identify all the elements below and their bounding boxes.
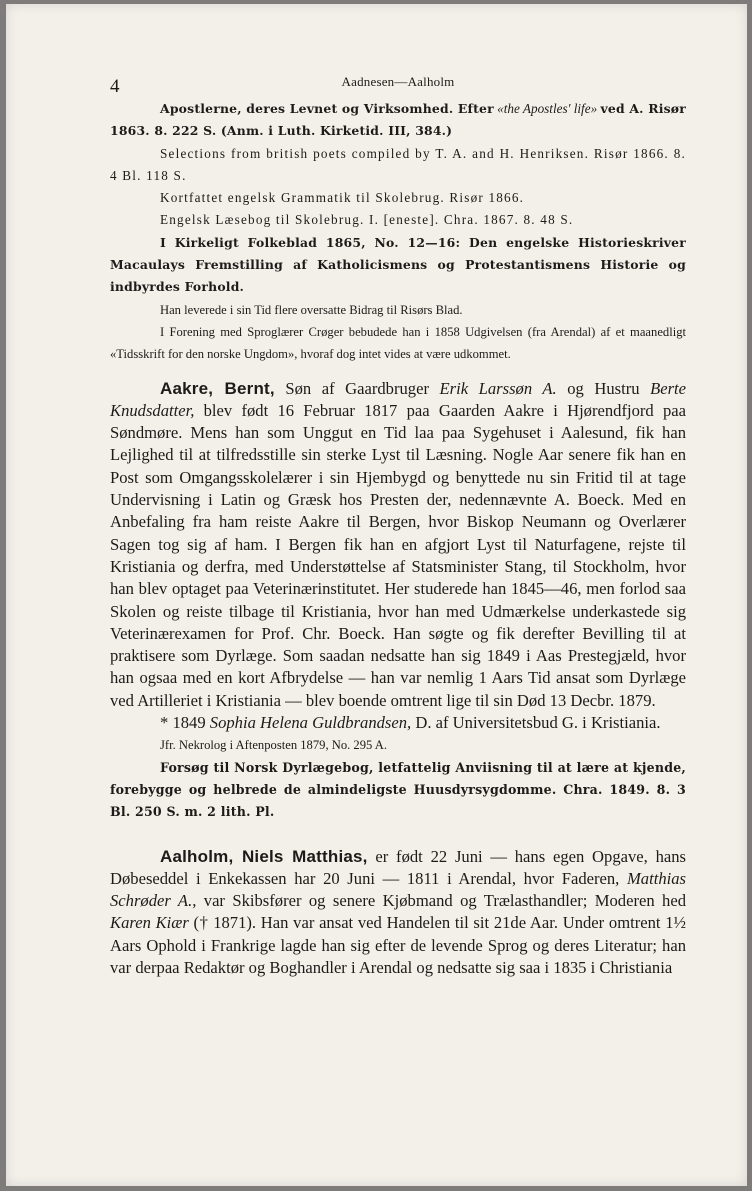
bibliography-laesebog: Engelsk Læsebog til Skolebrug. I. [eneste]. Chra. 1867. 8. 48 S. [160, 212, 574, 228]
entry-aakre-work: Forsøg til Norsk Dyrlægebog, letfattelig Anviisning til at lære at kjende, forebygge og helbrede de almindeligste Huusdyrsygdomme. Chra. 1849. 8. 3 Bl. 250 S. m. 2 lith. Pl. [110, 759, 686, 820]
bibliography-selections: Selections from british poets compiled by T. A. and H. Henriksen. Risør 1866. 8. 4 Bl. 118 S. [110, 145, 686, 183]
note-tidsskrift: I Forening med Sproglærer Crøger bebudede han i 1858 Udgivelsen (fra Arendal) af et maanedligt «Tidsskrift for den norske Ungdom», hvoraf dog intet vides at være udkommet. [110, 324, 686, 362]
entry-aakre-name: Aakre, Bernt, [160, 378, 275, 398]
entry-aalholm-name: Aalholm, Niels Matthias, [160, 846, 368, 866]
book-page [6, 4, 747, 1186]
entry-aakre-reference: Jfr. Nekrolog i Aftenposten 1879, No. 295 A. [160, 738, 388, 753]
entry-aakre-body: Aakre, Bernt, Søn af Gaardbruger Erik Larssøn A. og Hustru Berte Knudsdatter, blev født 16 Februar 1817 paa Gaarden Aakre i Hjørendfjord paa Søndmøre. Mens han som Unggut en Tid laa paa Sygehuset i Aalesund, fik han Lejlighed til at tilfredsstille sin sterke Lyst til Læsning. Nogle Aar senere fik han en Post som Omgangsskolelærer i sin Hjembygd og benyttede nu sin Fritid til at tage Undervisning i Latin og Græsk hos Presten der, nedennævnte A. Boeck. Med en Anbefaling fra ham reiste Aakre til Bergen, hvor Biskop Neumann og Overlærer Sagen tog sig af ham. I Bergen fik han en afgjort Lyst til Naturfagene, rejste til Kristiania og derfra, med Understøttelse af Statsminister Stang, til Stockholm, hvor han blev optaget paa Veterinærinstitutet. Her studerede han 1845—46, men forlod saa Skolen og reiste tilbage til Kristiania, hvor han med Udmærkelse underkastede sig Veterinærexamen for Prof. Chr. Boeck. Han søgte og fik derefter Bevilling til at praktisere som Dyrlæge. Som saadan nedsatte han sig 1849 i Aas Prestegjæld, hvor han ogsaa med en kort Afbrydelse — han var nemlig 1 Aars Tid ansat som Dyrlæge ved Artilleriet i Kristiania — blev boende omtrent lige til sin Død 13 Decbr. 1879. [110, 378, 687, 710]
bibliography-folkeblad: I Kirkeligt Folkeblad 1865, No. 12—16: Den engelske Historieskriver Macaulays Fremstilling af Katholicismens og Protestantismens Historie og indbyrdes Forhold. [110, 234, 686, 295]
entry-aalholm [110, 846, 686, 980]
page-content [110, 70, 686, 979]
bibliography-grammatik: Kortfattet engelsk Grammatik til Skolebrug. Risør 1866. [160, 190, 525, 206]
note-risors-blad: Han leverede i sin Tid flere oversatte Bidrag til Risørs Blad. [160, 302, 463, 317]
page-header [110, 70, 686, 98]
entry-aalholm-body: Aalholm, Niels Matthias, er født 22 Juni — hans egen Opgave, hans Døbeseddel i Enkekassen har 20 Juni — 1811 i Arendal, hvor Faderen, Matthias Schrøder A., var Skibsfører og senere Kjøbmand og Trælasthandler; Moderen hed Karen Kiær († 1871). Han var ansat ved Handelen til sit 21de Aar. Under omtrent 1½ Aars Ophold i Frankrige lagde han sig efter de levende Sprog og deres Literatur; han var derpaa Redaktør og Boghandler i Arendal og nedsatte sig saa i 1835 i Christiania [110, 846, 687, 977]
running-head: Aadnesen—Aalholm [341, 74, 455, 89]
page-number: 4 [110, 76, 120, 97]
entry-aakre [110, 378, 686, 824]
entry-aakre-marriage: * 1849 Sophia Helena Guldbrandsen, D. af Universitetsbud G. i Kristiania. [160, 713, 661, 733]
previous-entry-continuation [110, 98, 686, 366]
bibliography-apostlerne: Apostlerne, deres Levnet og Virksomhed. Efter «the Apostles' life» ved A. Risør 1863. 8. 222 S. (Anm. i Luth. Kirketid. III, 384.) [110, 101, 686, 139]
